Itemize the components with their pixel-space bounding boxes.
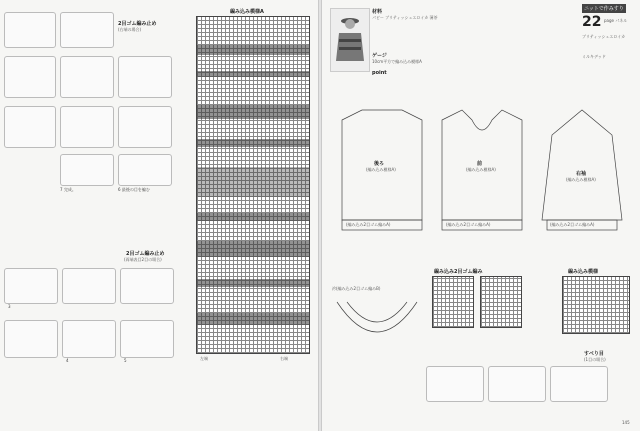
rib-step-illustration [60,154,114,186]
side-line-2: ミルキデッド [582,54,606,59]
rib-step-illustration [118,56,172,98]
right-page [322,0,640,431]
rib-step-illustration [62,268,116,304]
rib-step-illustration [60,106,114,148]
rib-step-illustration [60,12,114,48]
rib-step-illustration [120,268,174,304]
neck-label: 衿(編み込み2目ゴム編みB) [332,286,381,291]
left-page [0,0,318,431]
rib-chart-title: 編み込み2目ゴム編み [434,269,483,275]
gauge-text: 10cm平方で編み込み模様A [372,59,422,64]
rib-bind2-subtitle: (両端表目2目の場合) [124,257,162,262]
rib-chart-1 [432,276,474,328]
step-4-caption: 4 [66,358,69,363]
header-number: 22 [582,14,602,30]
chart-legend-right: 右端 [280,356,288,361]
pattern-chart-title: 編み込み模様 [568,269,599,275]
neckband-diagram [332,292,422,352]
back-sub: (編み込み模様A) [366,167,396,172]
header-series: ニットで作みすり [584,6,624,12]
chart-a-title: 編み込み模様A [230,9,264,15]
rib-step-illustration [60,56,114,98]
rib-label-sleeve: (編み込み2目ゴム編みA) [550,222,595,227]
pattern-chart-b [562,276,630,334]
rib-bind2-title: 2目ゴム編み止め [126,251,165,257]
rib-step-illustration [118,154,172,186]
step-6-caption: 6 最後の目を編む [118,187,150,192]
rib-step-illustration [4,268,58,304]
gauge-label: ゲージ [372,53,387,59]
rib-step-illustration [4,12,56,48]
slip-step-illustration [488,366,546,402]
pattern-chart-a [196,16,310,354]
rib-step-illustration [4,320,58,358]
slip-step-illustration [550,366,608,402]
garment-schematic [322,100,640,250]
materials-label: 材料 [372,9,383,15]
side-line-1: ブリティッシュエロイカ [582,34,626,39]
page-number: 145 [622,420,630,425]
slip-step-illustration [426,366,484,402]
front-label: 前 [477,161,483,167]
slip-label: すべり目 [584,351,604,357]
chart-legend-left: 左端 [200,356,208,361]
step-3-caption: 3 [8,304,11,309]
rib-label-front: (編み込み2目ゴム編みA) [446,222,491,227]
rib-bind-title: 2目ゴム編み止め [118,21,157,27]
rib-step-illustration [4,106,56,148]
sleeve-label: 右袖 [576,171,587,177]
step-5-caption: 5 [124,358,127,363]
rib-step-illustration [118,106,172,148]
rib-bind-subtitle: (右端の場合) [118,27,142,32]
header-page: page パネル [604,18,628,23]
materials-text: パピー ブリティッシュエロイカ 薄茶 [372,15,438,20]
back-label: 後ろ [374,161,385,167]
rib-label-back: (編み込み2目ゴム編みA) [346,222,391,227]
model-figure-icon [331,9,369,71]
sleeve-sub: (編み込み模様A) [566,177,596,182]
slip-sub: (1目の場合) [584,357,606,362]
rib-step-illustration [4,56,56,98]
rib-step-illustration [62,320,116,358]
rib-step-illustration [120,320,174,358]
point-label: point [372,70,387,76]
model-photo [330,8,370,72]
rib-chart-2 [480,276,522,328]
step-7-caption: 7 完成。 [60,187,76,192]
front-sub: (編み込み模様A) [466,167,496,172]
